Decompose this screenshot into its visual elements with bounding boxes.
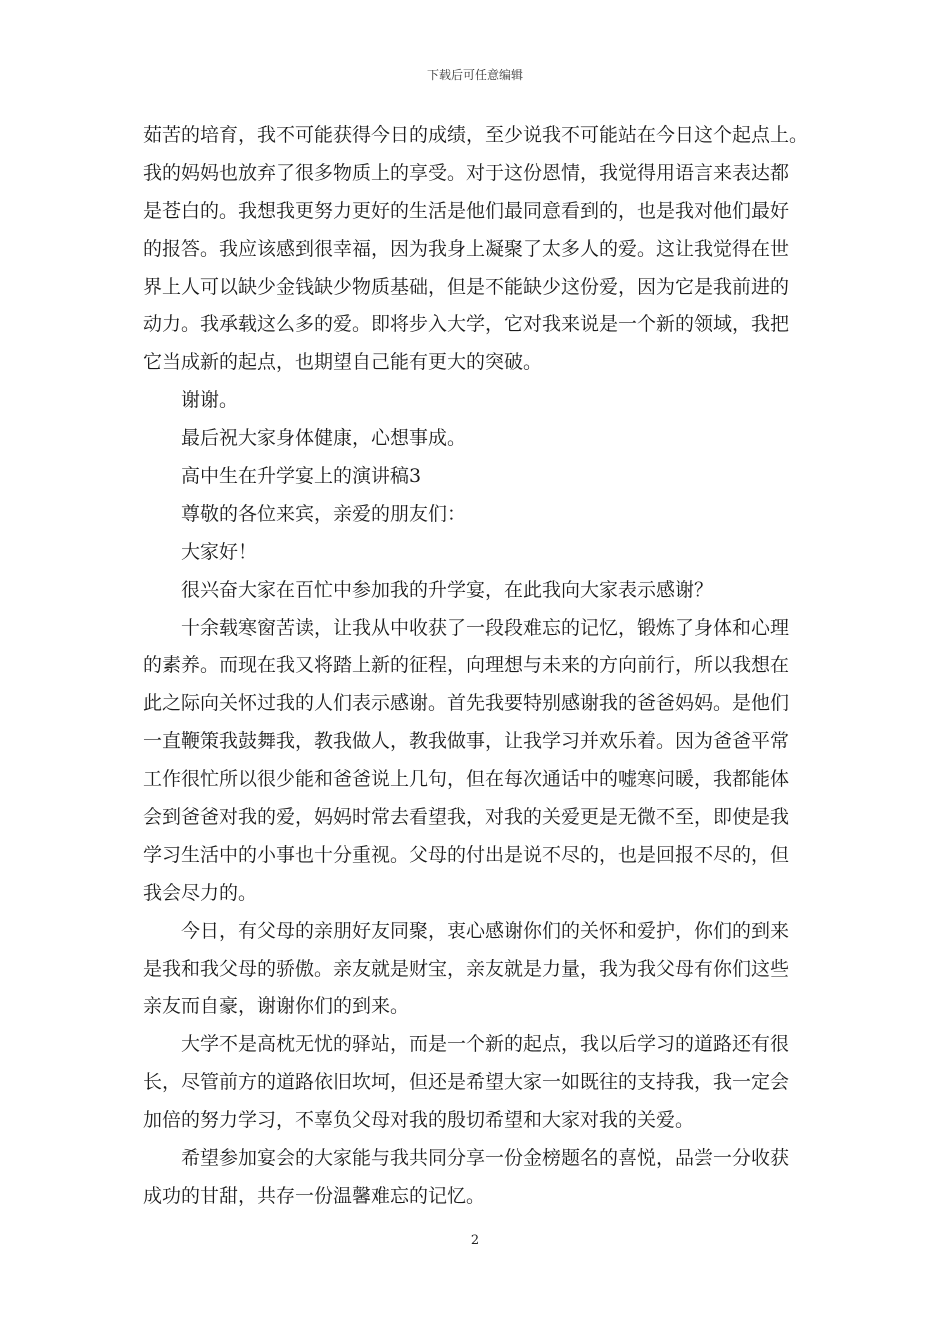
text-line: 谢谢。 xyxy=(181,389,239,412)
page-header: 下载后可任意编辑 xyxy=(426,68,523,82)
text-line: 学习生活中的小事也十分重视。父母的付出是说不尽的，也是回报不尽的，但 xyxy=(143,843,790,866)
text-line: 亲友而自豪，谢谢你们的到来。 xyxy=(143,995,410,1018)
text-line: 大学不是高枕无忧的驿站，而是一个新的起点，我以后学习的道路还有很 xyxy=(181,1033,790,1056)
text-line: 是苍白的。我想我更努力更好的生活是他们最同意看到的，也是我对他们最好 xyxy=(143,199,790,222)
text-line: 我的妈妈也放弃了很多物质上的享受。对于这份恩情，我觉得用语言来表达都 xyxy=(143,161,790,184)
text-line: 界上人可以缺少金钱缺少物质基础，但是不能缺少这份爱，因为它是我前进的 xyxy=(143,275,790,298)
text-line: 一直鞭策我鼓舞我，教我做人，教我做事，让我学习并欢乐着。因为爸爸平常 xyxy=(143,730,790,753)
text-line: 长，尽管前方的道路依旧坎坷，但还是希望大家一如既往的支持我，我一定会 xyxy=(143,1071,790,1094)
text-line: 是我和我父母的骄傲。亲友就是财宝，亲友就是力量，我为我父母有你们这些 xyxy=(143,957,790,980)
text-line: 最后祝大家身体健康，心想事成。 xyxy=(181,427,467,450)
text-line: 尊敬的各位来宾，亲爱的朋友们： xyxy=(181,502,467,525)
text-line: 我会尽力的。 xyxy=(143,881,258,904)
text-line: 工作很忙所以很少能和爸爸说上几句，但在每次通话中的嘘寒问暖，我都能体 xyxy=(143,768,790,791)
text-line: 成功的甘甜，共存一份温馨难忘的记忆。 xyxy=(143,1184,486,1207)
text-line: 会到爸爸对我的爱，妈妈时常去看望我，对我的关爱更是无微不至，即使是我 xyxy=(143,806,790,829)
text-line: 希望参加宴会的大家能与我共同分享一份金榜题名的喜悦，品尝一分收获 xyxy=(181,1147,790,1170)
text-line: 大家好！ xyxy=(181,540,258,563)
text-line: 的素养。而现在我又将踏上新的征程，向理想与未来的方向前行，所以我想在 xyxy=(143,654,790,677)
text-line: 高中生在升学宴上的演讲稿3 xyxy=(181,465,422,488)
text-line: 十余载寒窗苦读，让我从中收获了一段段难忘的记忆，锻炼了身体和心理 xyxy=(181,616,790,639)
text-line: 今日，有父母的亲朋好友同聚，衷心感谢你们的关怀和爱护，你们的到来 xyxy=(181,919,790,942)
text-line: 很兴奋大家在百忙中参加我的升学宴，在此我向大家表示感谢？ xyxy=(181,578,714,601)
text-line: 动力。我承载这么多的爱。即将步入大学，它对我来说是一个新的领域，我把 xyxy=(143,313,790,336)
text-line: 它当成新的起点，也期望自己能有更大的突破。 xyxy=(143,351,543,374)
page-number: 2 xyxy=(470,1233,480,1248)
text-line: 此之际向关怀过我的人们表示感谢。首先我要特别感谢我的爸爸妈妈。是他们 xyxy=(143,692,790,715)
text-line: 茹苦的培育，我不可能获得今日的成绩，至少说我不可能站在今日这个起点上。 xyxy=(143,124,809,146)
text-line: 的报答。我应该感到很幸福，因为我身上凝聚了太多人的爱。这让我觉得在世 xyxy=(143,237,790,260)
document-body xyxy=(143,117,811,1216)
text-line: 加倍的努力学习，不辜负父母对我的殷切希望和大家对我的关爱。 xyxy=(143,1109,695,1132)
